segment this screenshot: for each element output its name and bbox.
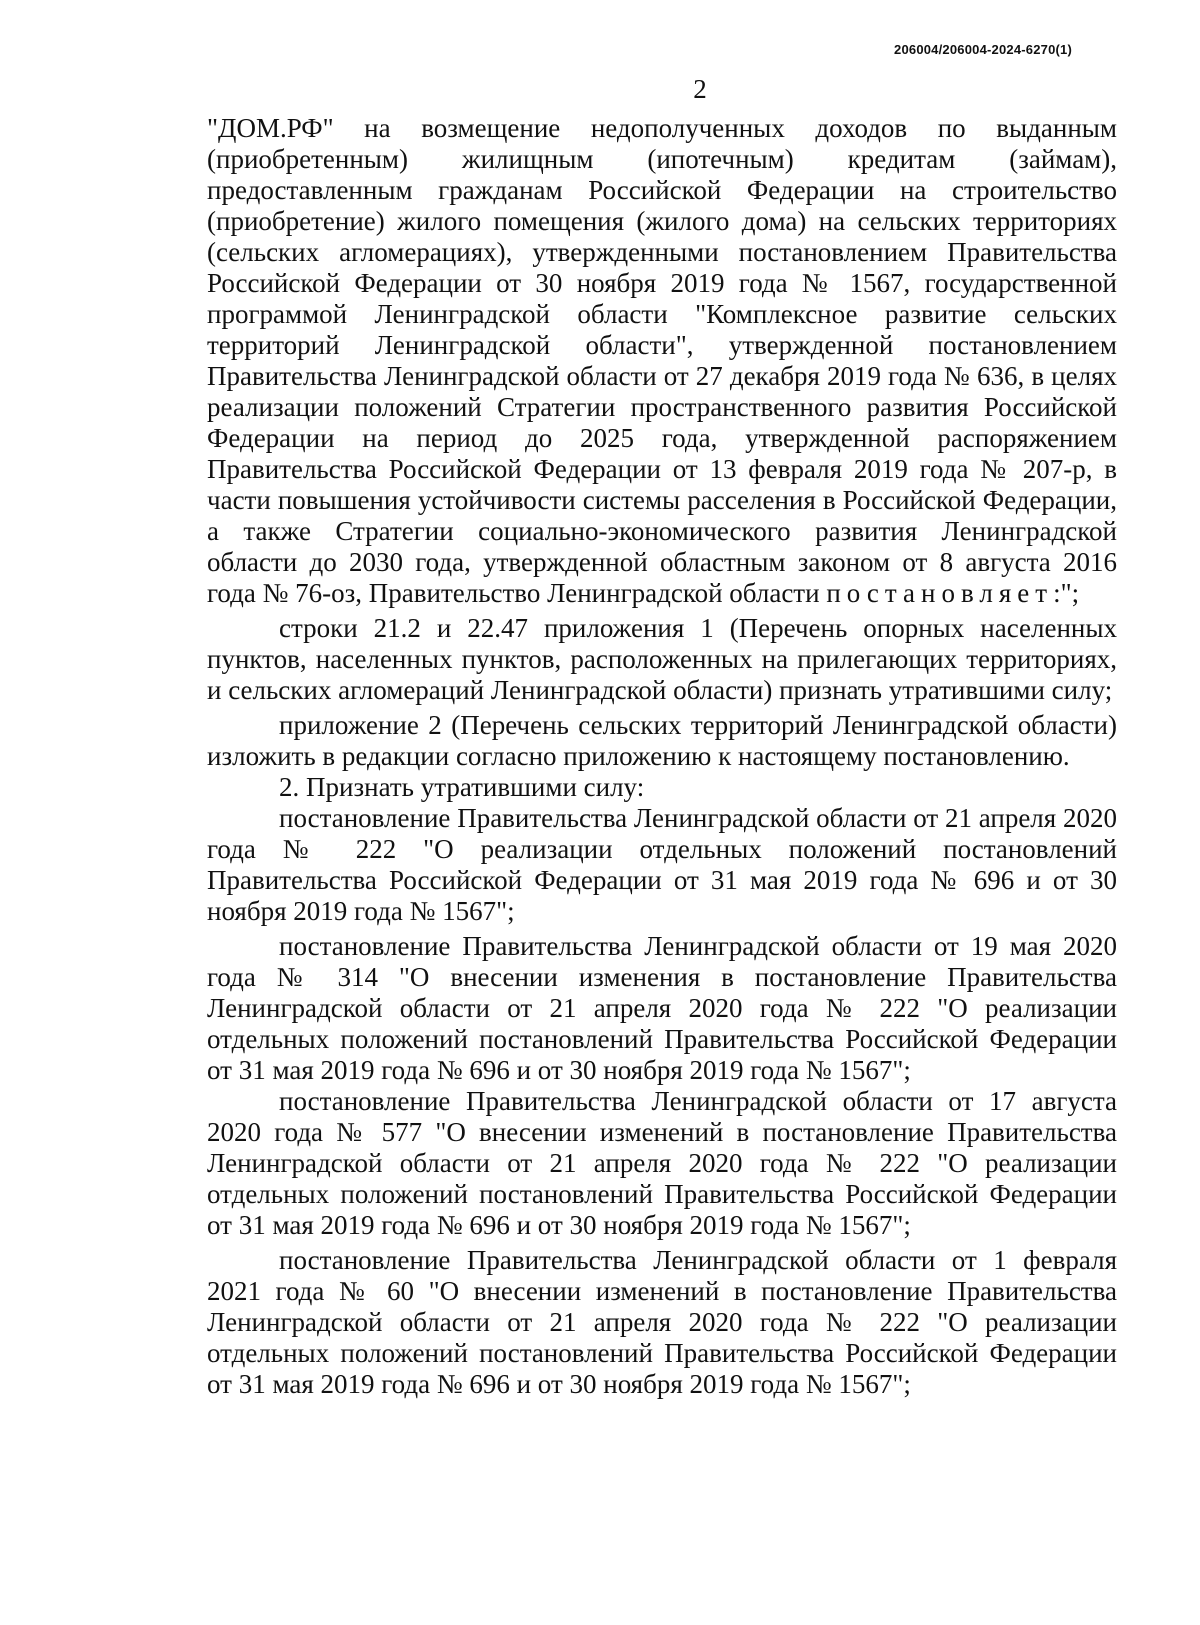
paragraph-resolution-577: постановление Правительства Ленинградской области от 17 августа 2020 года № 577 "О внесении изменений в постановление Правительства Ленинградской области от 21 апреля 2020 года № 222 "О реализации отдельных положений постановлений Правительства Российской Федерации от 31 мая 2019 года № 696 и от 30 ноября 2019 года № 1567";: [207, 1086, 1117, 1240]
page-number: 2: [693, 74, 707, 104]
document-body: [207, 113, 1117, 1400]
paragraph-rows-invalid: строки 21.2 и 22.47 приложения 1 (Перечень опорных населенных пунктов, населенных пунктов, расположенных на прилегающих территориях, и сельских агломераций Ленинградской области) признать утратившими силу;: [207, 613, 1117, 705]
paragraph-resolution-60: постановление Правительства Ленинградской области от 1 февраля 2021 года № 60 "О внесении изменений в постановление Правительства Ленинградской области от 21 апреля 2020 года № 222 "О реализации отдельных положений постановлений Правительства Российской Федерации от 31 мая 2019 года № 696 и от 30 ноября 2019 года № 1567";: [207, 1245, 1117, 1399]
paragraph-appendix-2: приложение 2 (Перечень сельских территорий Ленинградской области) изложить в редакции согласно приложению к настоящему постановлению.: [207, 710, 1117, 771]
paragraph-resolution-314: постановление Правительства Ленинградской области от 19 мая 2020 года № 314 "О внесении изменения в постановление Правительства Ленинградской области от 21 апреля 2020 года № 222 "О реализации отдельных положений постановлений Правительства Российской Федерации от 31 мая 2019 года № 696 и от 30 ноября 2019 года № 1567";: [207, 931, 1117, 1085]
preamble-end: :";: [1053, 578, 1080, 608]
document-registration-number: 206004/206004-2024-6270(1): [894, 42, 1072, 57]
paragraph-resolution-222: постановление Правительства Ленинградской области от 21 апреля 2020 года № 222 "О реализации отдельных положений постановлений Правительства Российской Федерации от 31 мая 2019 года № 696 и от 30 ноября 2019 года № 1567";: [207, 803, 1117, 926]
paragraph-item-2: 2. Признать утратившими силу:: [279, 772, 645, 802]
resolves-word: постановляет: [826, 578, 1054, 608]
paragraph-preamble: [207, 113, 1117, 609]
preamble-text: "ДОМ.РФ" на возмещение недополученных доходов по выданным (приобретенным) жилищным (ипотечным) кредитам (займам), предоставленным гражданам Российской Федерации на строительство (приобретение) жилого помещения (жилого дома) на сельских территориях (сельских агломерациях), утвержденными постановлением Правительства Российской Федерации от 30 ноября 2019 года № 1567, государственной программой Ленинградской области "Комплексное развитие сельских территорий Ленинградской области", утвержденной постановлением Правительства Ленинградской области от 27 декабря 2019 года № 636, в целях реализации положений Стратегии пространственного развития Российской Федерации на период до 2025 года, утвержденной распоряжением Правительства Российской Федерации от 13 февраля 2019 года № 207-р, в части повышения устойчивости системы расселения в Российской Федерации, а также Стратегии социально-экономического развития Ленинградской области до 2030 года, утвержденной областным законом от 8 августа 2016 года № 76-оз, Правительство Ленинградской области: [207, 113, 1117, 608]
